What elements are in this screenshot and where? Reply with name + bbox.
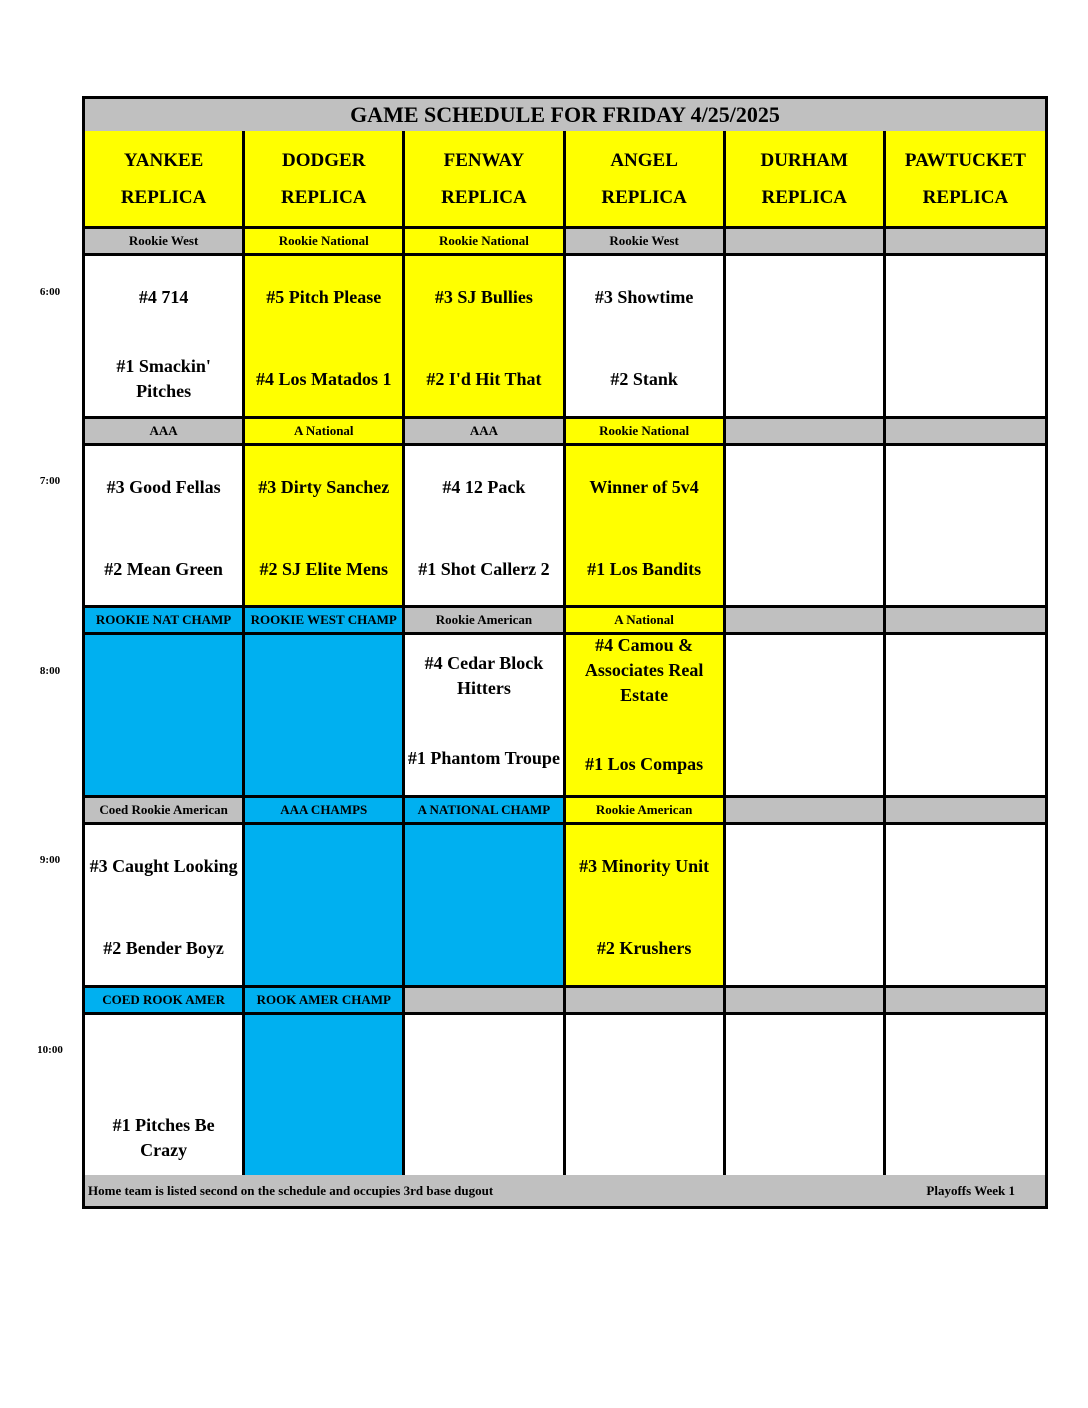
away-team: #3 Showtime: [594, 286, 694, 307]
field-header-angel: [566, 131, 726, 226]
field-header-fenway: [405, 131, 565, 226]
home-team: #1 Shot Callerz 2: [418, 558, 550, 579]
away-team: [726, 446, 883, 528]
home-team: [726, 528, 883, 610]
field-subtitle: REPLICA: [441, 186, 527, 208]
home-team: #2 Bender Boyz: [103, 937, 224, 958]
division-label: [886, 419, 1045, 443]
time-label: 7:00: [39, 475, 61, 487]
home-team: [886, 528, 1045, 610]
away-team: #3 Caught Looking: [89, 855, 238, 876]
away-team: #3 Dirty Sanchez: [258, 476, 390, 497]
home-team: #1 Smackin' Pitches: [116, 356, 211, 401]
game-cell: [85, 256, 245, 416]
game-cell: [886, 1015, 1045, 1175]
schedule-table: [82, 96, 1048, 1209]
game-row-700: [85, 446, 1045, 606]
division-label: [726, 419, 886, 443]
home-team-note: Home team is listed second on the schedule and occupies 3rd base dugout: [88, 1182, 494, 1198]
division-label: [726, 608, 886, 632]
division-row-800: [85, 605, 1045, 635]
away-team: #3 Minority Unit: [579, 855, 710, 876]
home-team: [85, 717, 242, 799]
home-team: [726, 338, 883, 420]
time-label: 8:00: [39, 665, 61, 677]
game-cell: [85, 446, 245, 606]
away-team: #3 SJ Bullies: [434, 286, 533, 307]
division-row-900: [85, 795, 1045, 825]
game-cell: [566, 635, 726, 795]
field-subtitle: REPLICA: [601, 186, 687, 208]
division-label: Rookie National: [245, 229, 405, 253]
division-label: AAA CHAMPS: [245, 798, 405, 822]
home-team: [726, 1097, 883, 1179]
field-name: YANKEE: [123, 149, 204, 171]
away-team: [85, 1015, 242, 1097]
game-cell: [245, 635, 405, 795]
away-team: [245, 1015, 402, 1097]
home-team: [566, 1097, 723, 1179]
game-cell: [726, 635, 886, 795]
home-team: [405, 907, 562, 989]
division-label: COED ROOK AMER: [85, 988, 245, 1012]
division-row-600: [85, 226, 1045, 256]
division-label: Rookie National: [405, 229, 565, 253]
home-team: #2 Stank: [610, 368, 678, 389]
title-row: [85, 99, 1045, 131]
game-row-800: [85, 635, 1045, 795]
division-label: [726, 798, 886, 822]
division-label: [886, 988, 1045, 1012]
division-row-1000: [85, 985, 1045, 1015]
division-label: [886, 798, 1045, 822]
away-team: #4 714: [138, 286, 189, 307]
field-header-row: [85, 131, 1045, 226]
game-row-1000: [85, 1015, 1045, 1175]
field-header-yankee: [85, 131, 245, 226]
field-subtitle: REPLICA: [281, 186, 367, 208]
away-team: [85, 635, 242, 717]
home-team: #2 I'd Hit That: [426, 368, 542, 389]
game-cell: [886, 635, 1045, 795]
game-cell: [85, 635, 245, 795]
field-header-durham: [726, 131, 886, 226]
home-team: #1 Phantom Troupe: [407, 747, 560, 768]
field-name: FENWAY: [443, 149, 525, 171]
home-team: #2 Krushers: [596, 937, 692, 958]
division-label: A NATIONAL CHAMP: [405, 798, 565, 822]
home-team: #1 Los Bandits: [587, 558, 702, 579]
field-subtitle: REPLICA: [922, 186, 1009, 208]
game-row-600: [85, 256, 1045, 416]
game-cell: [566, 256, 726, 416]
home-team: [886, 1097, 1045, 1179]
game-cell: [566, 825, 726, 985]
away-team: [405, 1015, 562, 1097]
division-label: A National: [245, 419, 405, 443]
away-team: [566, 1015, 723, 1097]
away-team: #4 Cedar Block Hitters: [424, 653, 544, 698]
field-name: PAWTUCKET: [904, 149, 1026, 171]
game-cell: [245, 825, 405, 985]
home-team: #4 Los Matados 1: [256, 368, 392, 389]
division-label: [886, 229, 1045, 253]
away-team: [886, 1015, 1045, 1097]
away-team: #3 Good Fellas: [106, 476, 221, 497]
away-team: [245, 825, 402, 907]
away-team: [726, 825, 883, 907]
game-cell: [245, 446, 405, 606]
game-cell: [726, 256, 886, 416]
division-label: Rookie National: [566, 419, 726, 443]
away-team: [886, 256, 1045, 338]
away-team: Winner of 5v4: [589, 476, 699, 497]
field-name: ANGEL: [610, 149, 678, 171]
away-team: [726, 256, 883, 338]
away-team: [405, 825, 562, 907]
game-cell: [405, 1015, 565, 1175]
game-row-900: [85, 825, 1045, 985]
game-cell: [726, 1015, 886, 1175]
game-cell: [405, 256, 565, 416]
division-label: [405, 988, 565, 1012]
away-team: [886, 446, 1045, 528]
game-cell: [886, 825, 1045, 985]
away-team: #4 12 Pack: [442, 476, 526, 497]
game-cell: [245, 256, 405, 416]
division-label: Rookie American: [566, 798, 726, 822]
home-team: #2 Mean Green: [104, 558, 223, 579]
home-team: #2 SJ Elite Mens: [259, 558, 388, 579]
away-team: [726, 1015, 883, 1097]
home-team: [726, 907, 883, 989]
game-cell: [405, 825, 565, 985]
away-team: #4 Camou & Associates Real Estate: [584, 634, 704, 705]
division-label: [566, 988, 726, 1012]
playoffs-week: Playoffs Week 1: [926, 1182, 1015, 1198]
division-label: Rookie West: [85, 229, 245, 253]
division-label: ROOKIE WEST CHAMP: [245, 608, 405, 632]
game-cell: [566, 1015, 726, 1175]
game-cell: [566, 446, 726, 606]
home-team: [245, 1097, 402, 1179]
division-label: [726, 229, 886, 253]
time-label: 6:00: [39, 286, 61, 298]
game-cell: [245, 1015, 405, 1175]
away-team: [726, 635, 883, 717]
division-label: ROOK AMER CHAMP: [245, 988, 405, 1012]
field-name: DODGER: [282, 149, 366, 171]
home-team: [726, 717, 883, 799]
game-cell: [405, 446, 565, 606]
division-label: Rookie West: [566, 229, 726, 253]
home-team: [245, 717, 402, 799]
away-team: [886, 825, 1045, 907]
field-name: DURHAM: [760, 149, 849, 171]
game-cell: [726, 825, 886, 985]
away-team: #5 Pitch Please: [266, 286, 382, 307]
division-row-700: [85, 416, 1045, 446]
game-cell: [85, 825, 245, 985]
footer-row: [85, 1175, 1045, 1206]
division-label: Rookie American: [405, 608, 565, 632]
division-label: ROOKIE NAT CHAMP: [85, 608, 245, 632]
field-header-dodger: [245, 131, 405, 226]
time-label: 10:00: [37, 1044, 63, 1056]
home-team: #1 Los Compas: [585, 753, 704, 774]
game-cell: [726, 446, 886, 606]
schedule-title: GAME SCHEDULE FOR FRIDAY 4/25/2025: [85, 99, 1045, 131]
division-label: A National: [566, 608, 726, 632]
footer-bar: [85, 1175, 1045, 1206]
division-label: AAA: [85, 419, 245, 443]
home-team: [405, 1097, 562, 1179]
away-team: [245, 635, 402, 717]
field-header-pawtucket: [886, 131, 1045, 226]
home-team: [886, 338, 1045, 420]
game-cell: [85, 1015, 245, 1175]
game-cell: [886, 256, 1045, 416]
game-cell: [405, 635, 565, 795]
division-label: AAA: [405, 419, 565, 443]
home-team: #1 Pitches Be Crazy: [112, 1115, 215, 1160]
division-label: Coed Rookie American: [85, 798, 245, 822]
home-team: [886, 907, 1045, 989]
time-label: 9:00: [39, 854, 61, 866]
home-team: [245, 907, 402, 989]
field-subtitle: REPLICA: [120, 186, 207, 208]
game-cell: [886, 446, 1045, 606]
away-team: [886, 635, 1045, 717]
division-label: [886, 608, 1045, 632]
home-team: [886, 717, 1045, 799]
division-label: [726, 988, 886, 1012]
field-subtitle: REPLICA: [761, 186, 848, 208]
